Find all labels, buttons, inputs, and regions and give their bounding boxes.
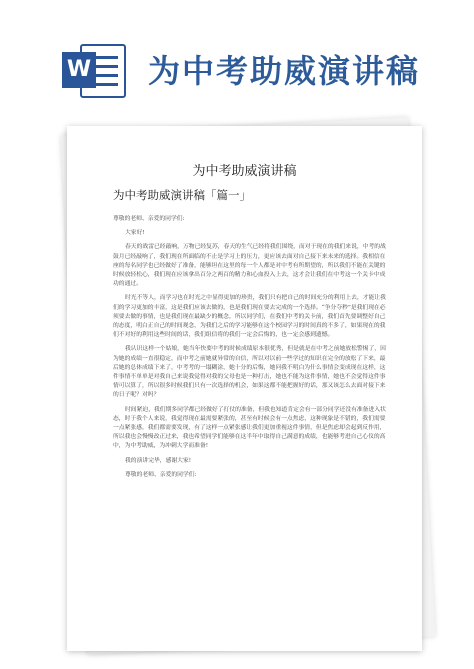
header-banner [0,0,474,130]
document-paragraph: 时光不等人，而学习也在时光之中显得更加的珍贵，我们只有把自己的时间充分的利用上去，才能让我们的学习更加的丰富，这是我们应该去做的，也是我们现在要去完成的一个选择。“争分夺秒”是我们现在必须要去做的事情，也是我们现在最缺少的概念，所以同学们，在我们中考的关卡前，我们首先要调整好自己的态度，明白正自己的时间观念，为我们之后的学习能够在这个校园学习的时间真的不多了，如果现在的我们不对好的利用这些时间的话，我们组信将的我们一定会后悔的，也一定会感到遗憾。 [113,295,386,339]
document-subtitle: 为中考助威演讲稿「篇一」 [113,188,251,202]
word-document-icon [62,40,128,100]
document-paragraph: 尊敬的老师、亲爱的同学们: [113,216,185,222]
document-body [113,215,386,480]
document-paragraph: 我认识这样一个姑娘，她当年快要中考的时候成绩原本很优秀，但是就是在中考之前她放松警惕了，因为她的成绩一直很稳定，而中考之前她就异常的自信，所以对以前一些学过的知识在完全的放松了下来，最后她的总体成绩下来了，中考考的一塌糊涂，她十分的后悔，她问我不明白为什么事情会变成现在这样，这件事情不单单是对我自己来说我觉得对我的父母也是一种打击，她也不能为这件事情，她也不会觉得这件事情可以算了，所以很多时候我们只有一次选择的机会，如果这都不能把握好的话，那又该怎么去面对接下来的日子呢？对吗？ [113,346,386,399]
document-title: 为中考助威演讲稿 [192,164,297,179]
document-paragraph: 尊敬的老师、亲爱的同学们: [125,471,197,478]
page-title: 为中考助威演讲稿 [148,52,421,90]
word-badge-icon: W [62,52,96,88]
document-preview[interactable] [67,126,422,651]
document-paragraph: 春天的战雷已经敲响，万物已经复苏，春天的生气已经将我们围绕，而对于现在的我们来说，中考的战鼓月已经敲响了，我们现在所面临的不止是学习上的压力，更应该去面对自己接下来未来的选择。我相信在座的每名同学也已经做好了准备，能够坦在这里的每一个人都是对中考有所期望的，所以我们不能在关键的时候放轻松心，我们现在应该拿出百分之两百的精力和心血投入上去，这才会让我们在中考这一个关卡中成功的通过。 [113,244,386,288]
document-paragraph: 大家好! [125,230,145,237]
document-paragraph: 我的演讲完毕，感谢大家! [125,457,192,464]
watermark [0,656,474,669]
document-paragraph: 时间紧迫，我们期多同学都已经做好了打仗的准备，但我也知道肯定会有一部分同学还没有准备进入状态，时于我个人来说，我觉得现在最需要紧张的，甚至有时候会有一点焦虑，这种现象是不错的，我们需要一点紧张感，我们都需要发现，有了这样一点紧张感让我们更加重视这件事情，但是焦虑却会起到反作用，所以我也会慢慢改正过来，我也希望同学们能够在这半年中取得自己满意的成绩，也能够考进自己心仪的高中，为中考助威，为冲刺大学而准备! [113,406,386,450]
